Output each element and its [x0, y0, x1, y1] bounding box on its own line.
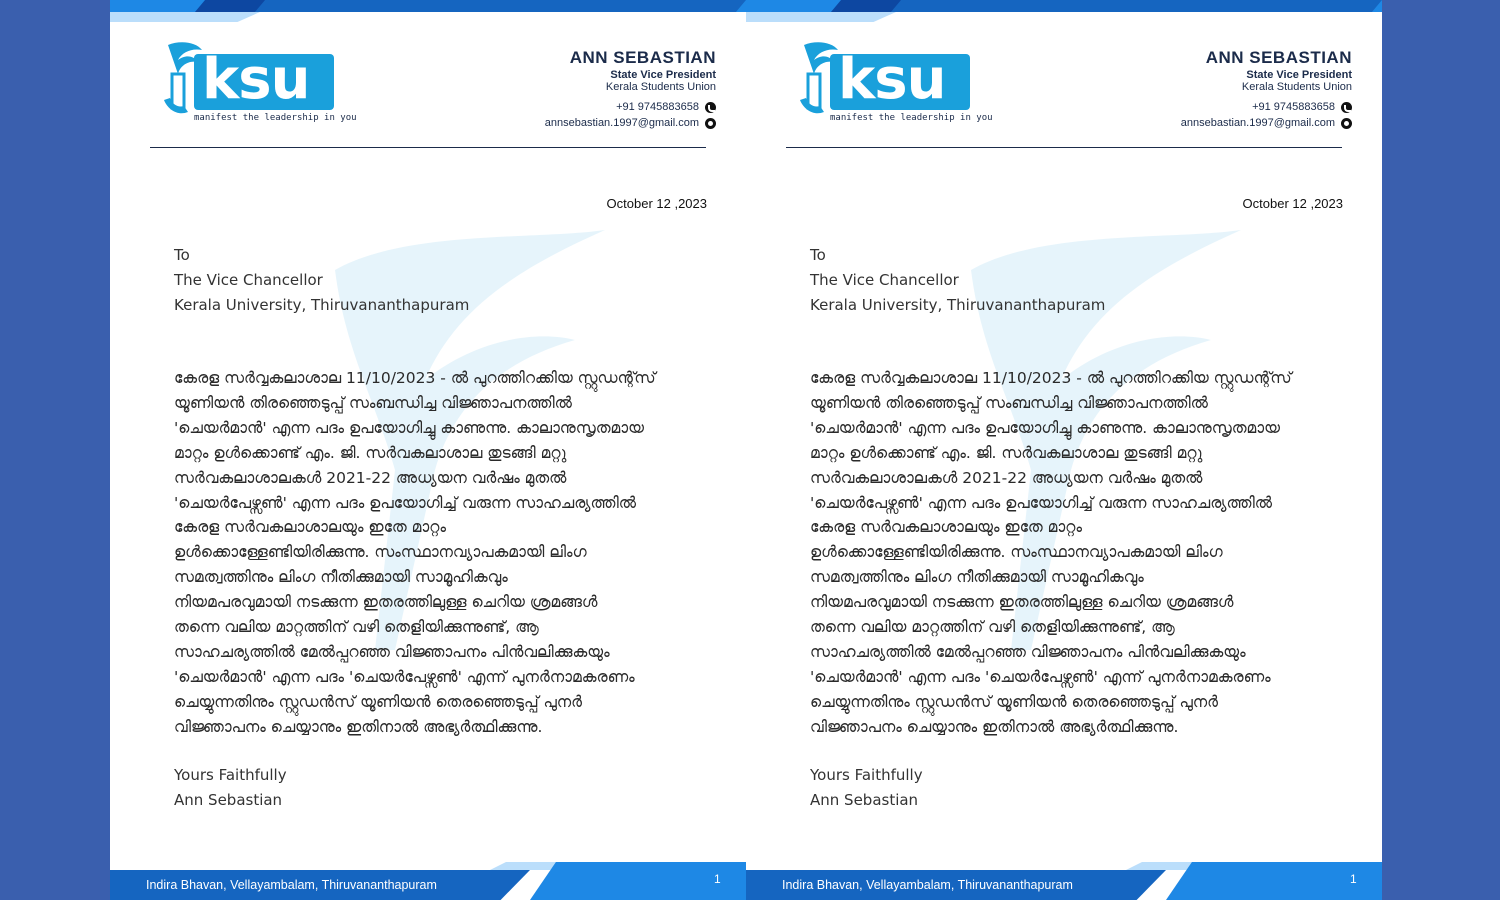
email-address: annsebastian.1997@gmail.com — [544, 117, 699, 129]
page-number: 1 — [714, 872, 721, 886]
sender-name: ANN SEBASTIAN — [1205, 48, 1352, 67]
phone-row — [1181, 101, 1352, 113]
header-divider — [150, 147, 706, 148]
body-line: കേരള സർവ്വകലാശാല 11/10/2023 - ൽ പുറത്തിറക്കിയ സ്റ്റുഡന്റ്സ് — [810, 369, 1292, 387]
recipient-address: Kerala University, Thiruvananthapuram — [810, 296, 1106, 314]
phone-row — [545, 101, 716, 113]
sender-name: ANN SEBASTIAN — [569, 48, 716, 67]
body-line: 'ചെയർമാൻ' എന്ന പദം 'ചെയർപേഴ്സൺ' എന്ന് പുനർനാമകരണം — [810, 667, 1271, 686]
phone-number: +91 9745883658 — [1252, 101, 1335, 113]
recipient-block — [810, 243, 1105, 318]
recipient-title: The Vice Chancellor — [810, 271, 959, 289]
body-line: നിയമപരവുമായി നടക്കുന്ന ഇതരത്തിലുള്ള ചെറിയ ശ്രമങ്ങൾ — [174, 593, 598, 612]
logo-tagline: manifest the leadership in you — [194, 113, 357, 123]
email-row — [545, 117, 716, 129]
body-line: ചെയ്യുന്നതിനും സ്റ്റുഡൻസ് യൂണിയൻ തെരഞ്ഞെടുപ്പ് പുനർ — [174, 692, 583, 711]
email-address: annsebastian.1997@gmail.com — [1180, 117, 1335, 129]
email-icon — [1341, 118, 1352, 129]
header-divider — [786, 147, 1342, 148]
body-line: സമത്വത്തിനും ലിംഗ നീതിക്കുമായി സാമൂഹികവും — [174, 568, 508, 587]
closing-salutation: Yours Faithfully — [810, 766, 923, 784]
body-line: മാറ്റം ഉൾക്കൊണ്ട് എം. ജി. സർവകലാശാല തുടങ്ങി മറ്റു — [810, 443, 1203, 462]
body-line: സാഹചര്യത്തിൽ മേൽപ്പറഞ്ഞ വിജ്ഞാപനം പിൻവലിക്കുകയും — [810, 642, 1246, 661]
header-accent — [746, 12, 896, 22]
recipient-to: To — [174, 246, 190, 264]
body-line: ഉൾക്കൊള്ളേണ്ടിയിരിക്കുന്നു. സംസ്ഥാനവ്യാപകമായി ലിംഗ — [810, 543, 1223, 562]
body-line: 'ചെയർപേഴ്സൺ' എന്ന പദം ഉപയോഗിച്ച് വരുന്ന സാഹചര്യത്തിൽ — [810, 493, 1273, 512]
header-accent — [110, 12, 260, 22]
email-row — [1181, 117, 1352, 129]
body-line: സാഹചര്യത്തിൽ മേൽപ്പറഞ്ഞ വിജ്ഞാപനം പിൻവലിക്കുകയും — [174, 642, 610, 661]
closing-block — [174, 763, 287, 813]
ksu-logo — [158, 40, 357, 130]
header-band — [746, 0, 1382, 12]
recipient-to: To — [810, 246, 826, 264]
closing-block — [810, 763, 923, 813]
footer — [746, 862, 1382, 900]
letter-date: October 12 ,2023 — [606, 196, 707, 211]
footer-address: Indira Bhavan, Vellayambalam, Thiruvananthapuram — [782, 878, 1073, 892]
sender-role: State Vice President — [1246, 69, 1352, 81]
body-line: കേരള സർവകലാശാലയും ഇതേ മാറ്റം — [174, 518, 446, 537]
body-line: യൂണിയൻ തിരഞ്ഞെടുപ്പ് സംബന്ധിച്ച വിജ്ഞാപനത്തിൽ — [810, 393, 1208, 412]
header-band — [110, 0, 746, 12]
closing-signature-name: Ann Sebastian — [810, 791, 919, 809]
body-line: ചെയ്യുന്നതിനും സ്റ്റുഡൻസ് യൂണിയൻ തെരഞ്ഞെടുപ്പ് പുനർ — [810, 692, 1219, 711]
recipient-block — [174, 243, 469, 318]
contact-block — [1181, 48, 1352, 129]
body-line: 'ചെയർപേഴ്സൺ' എന്ന പദം ഉപയോഗിച്ച് വരുന്ന സാഹചര്യത്തിൽ — [174, 493, 637, 512]
footer — [110, 862, 746, 900]
body-line: ഉൾക്കൊള്ളേണ്ടിയിരിക്കുന്നു. സംസ്ഥാനവ്യാപകമായി ലിംഗ — [174, 543, 587, 562]
body-line: 'ചെയർമാൻ' എന്ന പദം 'ചെയർപേഴ്സൺ' എന്ന് പുനർനാമകരണം — [174, 667, 635, 686]
contact-block — [545, 48, 716, 129]
body-line: കേരള സർവകലാശാലയും ഇതേ മാറ്റം — [810, 518, 1082, 537]
whatsapp-icon — [705, 102, 716, 113]
letter-body — [810, 366, 1360, 740]
body-line: സമത്വത്തിനും ലിംഗ നീതിക്കുമായി സാമൂഹികവും — [810, 568, 1144, 587]
sender-org: Kerala Students Union — [605, 81, 716, 93]
body-line: തന്നെ വലിയ മാറ്റത്തിന് വഴി തെളിയിക്കുന്നുണ്ട്, ആ — [810, 618, 1175, 637]
email-icon — [705, 118, 716, 129]
body-line: മാറ്റം ഉൾക്കൊണ്ട് എം. ജി. സർവകലാശാല തുടങ്ങി മറ്റു — [174, 443, 567, 462]
body-line: യൂണിയൻ തിരഞ്ഞെടുപ്പ് സംബന്ധിച്ച വിജ്ഞാപനത്തിൽ — [174, 393, 572, 412]
recipient-address: Kerala University, Thiruvananthapuram — [174, 296, 470, 314]
body-line: സർവകലാശാലകൾ 2021-22 അധ്യയന വർഷം മുതൽ — [174, 468, 567, 487]
body-line: സർവകലാശാലകൾ 2021-22 അധ്യയന വർഷം മുതൽ — [810, 468, 1203, 487]
letter-body — [174, 366, 724, 740]
sender-org: Kerala Students Union — [1241, 81, 1352, 93]
page-number: 1 — [1350, 872, 1357, 886]
sender-role: State Vice President — [610, 69, 716, 81]
body-line: കേരള സർവ്വകലാശാല 11/10/2023 - ൽ പുറത്തിറക്കിയ സ്റ്റുഡന്റ്സ് — [174, 369, 656, 387]
body-line: 'ചെയർമാൻ' എന്ന പദം ഉപയോഗിച്ചു കാണുന്നു. കാലാനുസൃതമായ — [810, 418, 1280, 437]
ksu-logo — [794, 40, 993, 130]
body-line: 'ചെയർമാൻ' എന്ന പദം ഉപയോഗിച്ചു കാണുന്നു. കാലാനുസൃതമായ — [174, 418, 644, 437]
footer-address: Indira Bhavan, Vellayambalam, Thiruvananthapuram — [146, 878, 437, 892]
body-line: വിജ്ഞാപനം ചെയ്യാനും ഇതിനാൽ അഭ്യർത്ഥിക്കുന്നു. — [810, 717, 1179, 736]
logo-text: ksu — [202, 47, 310, 112]
closing-salutation: Yours Faithfully — [174, 766, 287, 784]
logo-text: ksu — [838, 47, 946, 112]
letter-date: October 12 ,2023 — [1242, 196, 1343, 211]
body-line: നിയമപരവുമായി നടക്കുന്ന ഇതരത്തിലുള്ള ചെറിയ ശ്രമങ്ങൾ — [810, 593, 1234, 612]
whatsapp-icon — [1341, 102, 1352, 113]
letter-page-left — [110, 0, 746, 900]
phone-number: +91 9745883658 — [616, 101, 699, 113]
letter-page-right — [746, 0, 1382, 900]
body-line: വിജ്ഞാപനം ചെയ്യാനും ഇതിനാൽ അഭ്യർത്ഥിക്കുന്നു. — [174, 717, 543, 736]
body-line: തന്നെ വലിയ മാറ്റത്തിന് വഴി തെളിയിക്കുന്നുണ്ട്, ആ — [174, 618, 539, 637]
recipient-title: The Vice Chancellor — [174, 271, 323, 289]
closing-signature-name: Ann Sebastian — [174, 791, 283, 809]
logo-tagline: manifest the leadership in you — [830, 113, 993, 123]
